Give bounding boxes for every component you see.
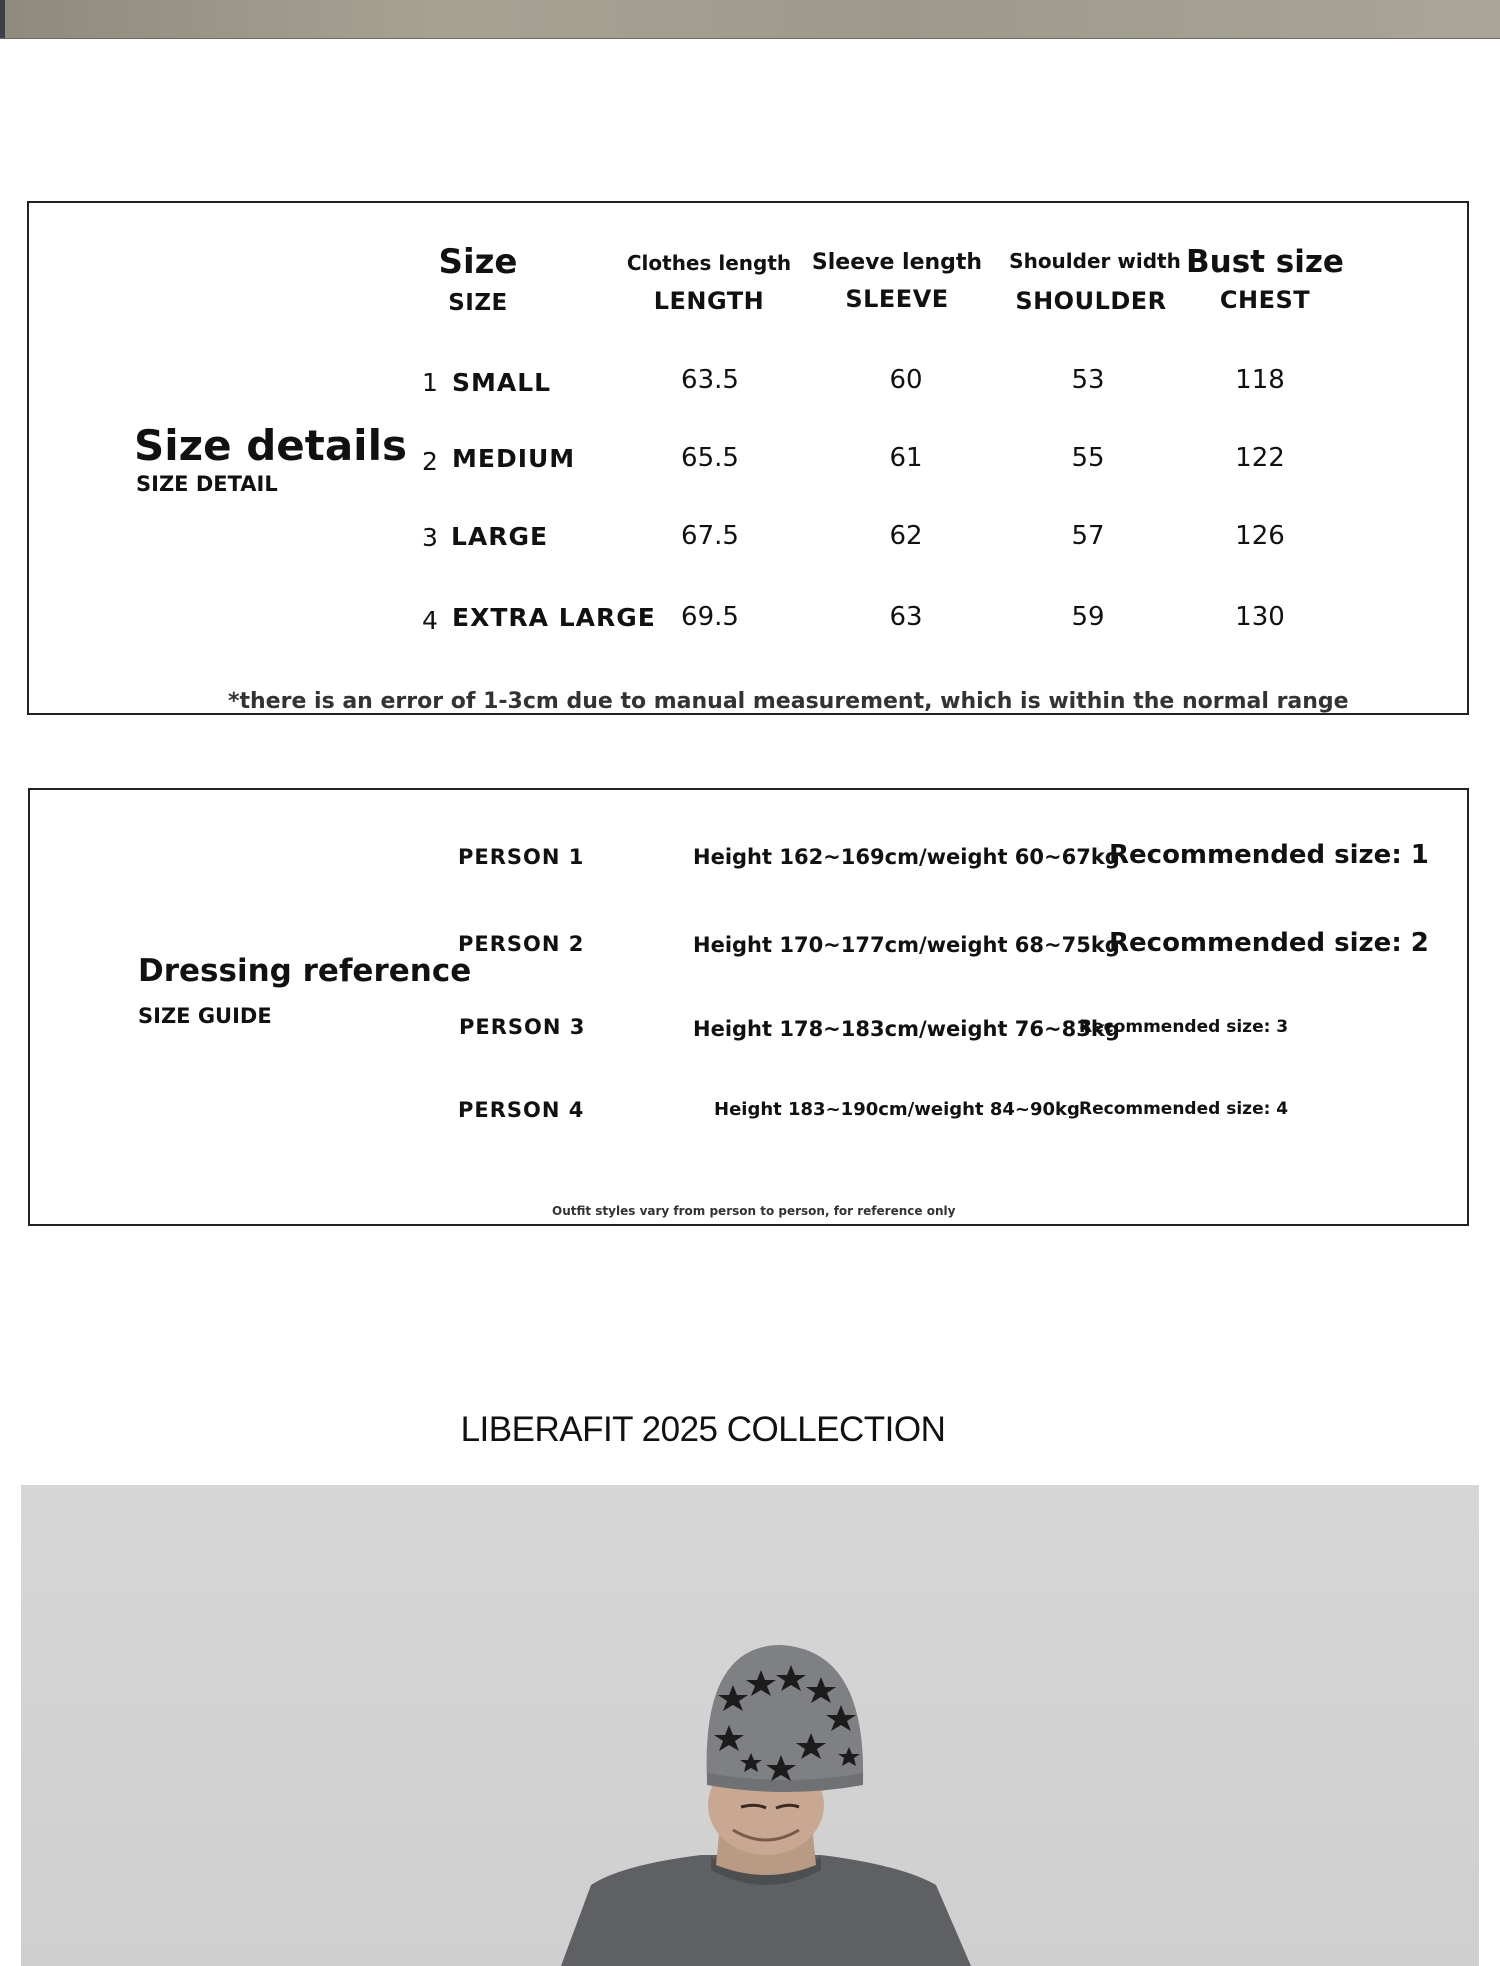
person-name: PERSON 1 — [458, 845, 585, 869]
cell-sleeve: 61 — [889, 443, 923, 473]
person-stats: Height 178~183cm/weight 76~83kg — [693, 1017, 1120, 1041]
column-header-shoulder: Shoulder width — [1009, 249, 1181, 273]
person-recommendation: Recommended size: 1 — [1109, 840, 1429, 870]
cell-length: 67.5 — [681, 521, 739, 551]
cell-shoulder: 55 — [1071, 443, 1105, 473]
row-index: 3 — [422, 523, 438, 552]
row-index: 4 — [422, 606, 438, 635]
row-index: 1 — [422, 368, 438, 397]
column-header-size: Size — [438, 242, 518, 282]
column-code-sleeve: SLEEVE — [845, 285, 949, 313]
row-size-name: LARGE — [451, 522, 549, 551]
person-stats: Height 183~190cm/weight 84~90kg — [714, 1099, 1080, 1120]
column-header-chest: Bust size — [1186, 244, 1344, 280]
person-recommendation: Recommended size: 3 — [1079, 1017, 1289, 1037]
cell-sleeve: 63 — [889, 602, 923, 632]
previous-photo-strip — [0, 0, 1500, 39]
model-beanie-photo-icon — [21, 1485, 1479, 1966]
cell-chest: 126 — [1235, 521, 1285, 551]
column-code-length: LENGTH — [653, 287, 765, 315]
person-recommendation: Recommended size: 4 — [1079, 1099, 1289, 1119]
cell-sleeve: 62 — [889, 521, 923, 551]
row-index: 2 — [422, 447, 438, 476]
dressing-reference-title: Dressing reference — [138, 953, 472, 989]
cell-chest: 122 — [1235, 443, 1285, 473]
cell-chest: 130 — [1235, 602, 1285, 632]
cell-length: 63.5 — [681, 365, 739, 395]
person-name: PERSON 4 — [458, 1098, 585, 1122]
row-size-name: EXTRA LARGE — [452, 603, 656, 632]
column-code-chest: CHEST — [1219, 286, 1311, 314]
collection-title: LIBERAFIT 2025 COLLECTION — [460, 1410, 946, 1449]
column-code-shoulder: SHOULDER — [1015, 287, 1167, 315]
size-details-title: Size details — [134, 421, 407, 470]
person-recommendation: Recommended size: 2 — [1109, 928, 1429, 958]
cell-length: 65.5 — [681, 443, 739, 473]
person-stats: Height 170~177cm/weight 68~75kg — [693, 933, 1120, 957]
cell-shoulder: 59 — [1071, 602, 1105, 632]
column-header-length: Clothes length — [626, 251, 792, 275]
cell-chest: 118 — [1235, 365, 1285, 395]
size-details-subtitle: SIZE DETAIL — [136, 472, 278, 496]
measurement-note: *there is an error of 1-3cm due to manual measurement, which is within the normal range — [228, 689, 1349, 714]
dressing-reference-subtitle: SIZE GUIDE — [138, 1004, 272, 1028]
cell-sleeve: 60 — [889, 365, 923, 395]
person-name: PERSON 3 — [459, 1015, 586, 1039]
column-code-size: SIZE — [448, 290, 508, 316]
row-size-name: SMALL — [452, 368, 552, 397]
dressing-note: Outfit styles vary from person to person, for reference only — [552, 1204, 956, 1218]
column-header-sleeve: Sleeve length — [811, 250, 983, 275]
cell-shoulder: 57 — [1071, 521, 1105, 551]
cell-length: 69.5 — [681, 602, 739, 632]
model-photo — [21, 1485, 1479, 1966]
person-name: PERSON 2 — [458, 932, 585, 956]
person-stats: Height 162~169cm/weight 60~67kg — [693, 845, 1120, 869]
row-size-name: MEDIUM — [452, 444, 576, 473]
cell-shoulder: 53 — [1071, 365, 1105, 395]
